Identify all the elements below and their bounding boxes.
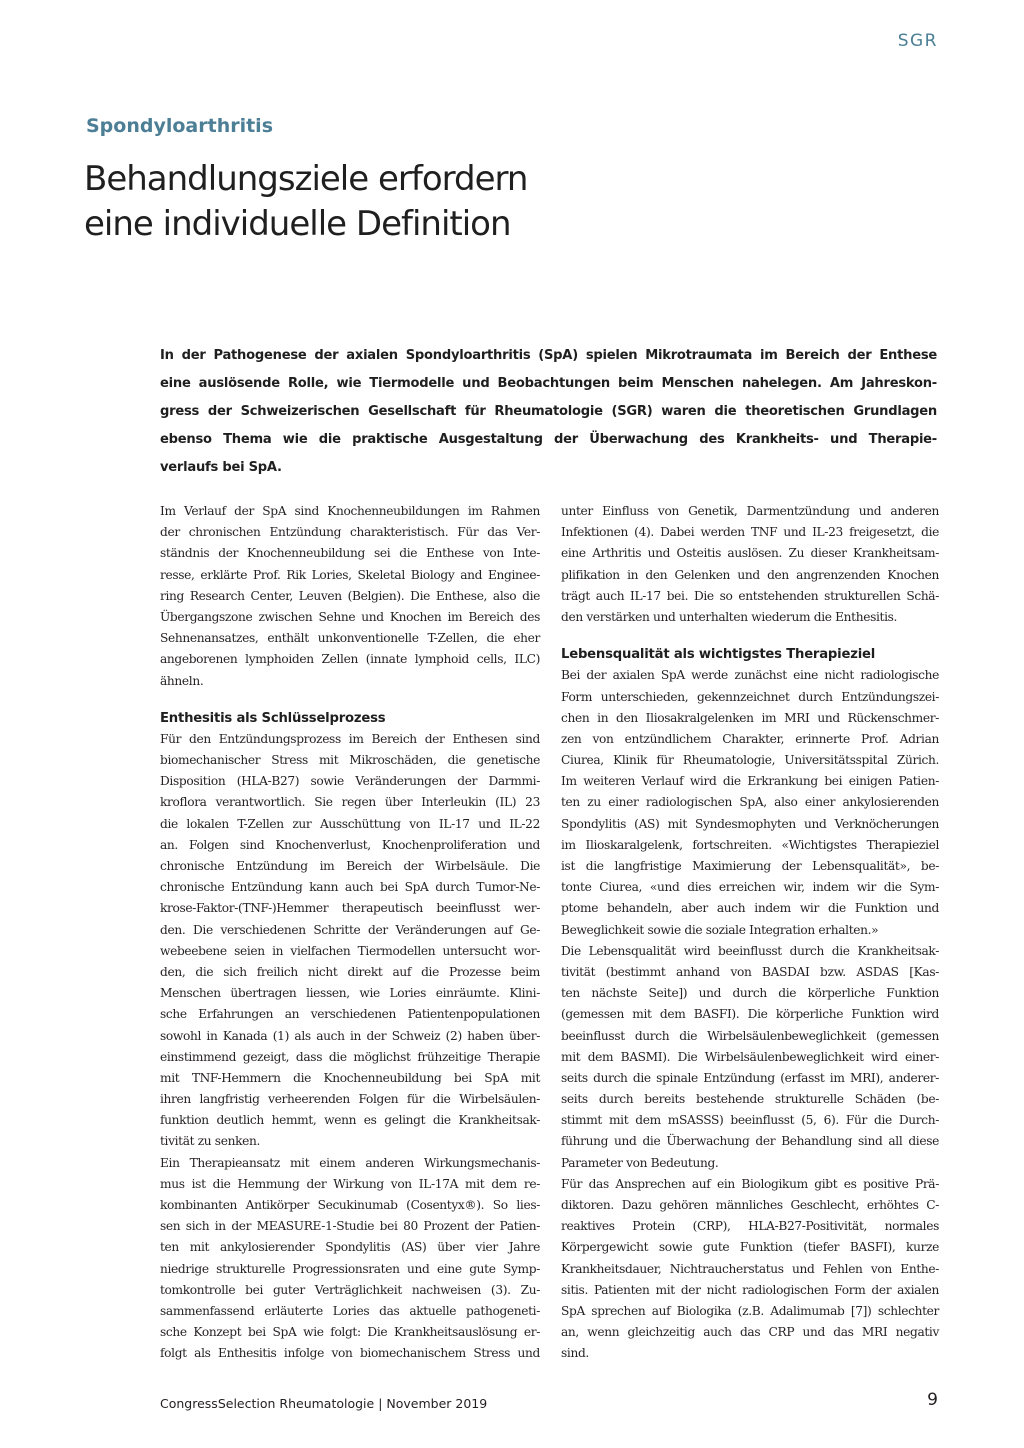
body-text-line: sche Erfahrungen an verschiedenen Patientenpopulationen [160,1007,540,1022]
body-text-line: ten mit ankylosierender Spondylitis (AS) über vier Jahre [160,1240,540,1255]
body-text-line: sen sich in der MEASURE-1-Studie bei 80 Prozent der Patien- [160,1219,540,1234]
lead-line: gress der Schweizerischen Gesellschaft für Rheumatologie (SGR) waren die theoretischen Grundlagen [160,404,937,419]
body-text-line: Die Lebensqualität wird beeinflusst durch die Krankheitsak- [561,943,939,958]
body-text-line: Für das Ansprechen auf ein Biologikum gibt es positive Prä- [561,1176,939,1191]
body-text-line: Im Verlauf der SpA sind Knochenneubildungen im Rahmen [160,504,540,518]
body-text-line: ten nächste Seite]) und durch die körperliche Funktion [561,986,939,1001]
body-text-line: Form unterschieden, gekennzeichnet durch Entzündungszei- [561,689,939,704]
body-text-line: ten zu einer radiologischen SpA, also einer ankylosierenden [561,795,939,810]
body-text-line: ptome behandeln, aber auch indem wir die Funktion und [561,901,939,916]
body-text-line: beeinflusst durch die Wirbelsäulenbeweglichkeit (gemessen [561,1028,939,1043]
body-text-line: webeebene seien in vielfachen Tiermodellen untersucht wor- [160,943,540,958]
body-text-line: mit dem BASMI). Die Wirbelsäulenbeweglichkeit wird einer- [561,1049,939,1064]
body-text-line: zen von entzündlichem Charakter, erinnerte Prof. Adrian [561,731,939,746]
body-text-line: Sehnenansatzes, enthält unkonventionelle T-Zellen, die eher [160,631,540,646]
body-text-line: Menschen übertragen liessen, wie Lories einräumte. Klini- [160,986,540,1001]
body-text-line: sind. [561,1346,589,1361]
body-text-line: chen in den Iliosakralgelenken im MRI und Rückenschmer- [561,710,939,725]
body-text-line: führung und die Überwachung der Behandlung sind all diese [561,1134,939,1149]
body-text-line: Ein Therapieansatz mit einem anderen Wirkungsmechanis- [160,1155,540,1170]
body-text-line: SpA sprechen auf Biologika (z.B. Adalimumab [7]) schlechter [561,1303,939,1318]
body-text-line: resse, erklärte Prof. Rik Lories, Skeletal Biology and Enginee- [160,567,540,582]
body-text-line: ist die langfristige Maximierung der Lebensqualität», be- [561,859,939,873]
left-column [160,501,540,1365]
body-text-line: chronische Entzündung kann auch bei SpA durch Tumor-Ne- [160,880,540,895]
body-text-line: tonte Ciurea, «und dies erreichen wir, indem wir die Sym- [561,880,939,895]
body-text-line: kombinanten Antikörper Secukinumab (Cosentyx®). So lies- [160,1198,540,1212]
body-text-line: einstimmend gezeigt, dass die möglichst frühzeitige Therapie [160,1049,540,1064]
body-text-line: krose-Faktor-(TNF-)Hemmer therapeutisch beeinflusst wer- [160,901,540,916]
lead-line: eine auslösende Rolle, wie Tiermodelle und Beobachtungen beim Menschen nahelegen. Am Jahreskon- [160,376,937,391]
body-text-line: sammenfassend erläuterte Lories das aktuelle pathogeneti- [160,1303,540,1318]
body-text-line: unter Einfluss von Genetik, Darmentzündung und anderen [561,504,939,518]
body-text-line: seits durch die spinale Entzündung (erfasst im MRI), anderer- [561,1070,939,1085]
body-text-line: den, die sich freilich nicht direkt auf die Prozesse beim [160,964,540,979]
body-text-line: biomechanischer Stress mit Mikroschäden, die genetische [160,753,540,768]
body-text-line: niedrige strukturelle Progressionsraten und eine gute Symp- [160,1261,540,1276]
section-heading: Lebensqualität als wichtigstes Therapieziel [561,647,876,663]
body-text-line: Bei der axialen SpA werde zunächst eine nicht radiologische [561,668,939,683]
article-kicker: Spondyloarthritis [86,115,274,137]
footer-publication: CongressSelection Rheumatologie | November 2019 [160,1396,488,1411]
body-text-line: funktion deutlich hemmt, wenn es gelingt die Krankheitsak- [160,1113,540,1128]
body-text-line: chronische Entzündung im Bereich der Wirbelsäule. Die [160,859,540,873]
body-text-line: die lokalen T-Zellen zur Ausschüttung von IL-17 und IL-22 [160,816,540,831]
title-line: eine individuelle Definition [84,204,511,244]
body-text-line: Beweglichkeit sowie die soziale Integration erhalten.» [561,922,879,937]
body-text-line: kroflora verantwortlich. Sie regen über Interleukin (IL) 23 [160,795,540,810]
body-text-line: angeborenen lymphoiden Zellen (innate lymphoid cells, ILC) [160,652,540,667]
body-text-line: ring Research Center, Leuven (Belgien). Die Enthese, also die [160,588,540,603]
section-heading: Enthesitis als Schlüsselprozess [160,710,386,726]
body-text-line: Parameter von Bedeutung. [561,1155,719,1170]
body-text-line: folgt als Enthesitis infolge von biomechanischem Stress und [160,1346,540,1361]
body-text-line: Im weiteren Verlauf wird die Erkrankung bei einigen Patien- [561,774,939,789]
body-text-line: den. Die verschiedenen Schritte der Veränderungen auf Ge- [160,922,540,937]
lead-line: In der Pathogenese der axialen Spondyloarthritis (SpA) spielen Mikrotraumata im Bereich der Enthese [160,348,937,363]
page-number: 9 [927,1390,938,1410]
body-text-line: sowohl in Kanada (1) als auch in der Schweiz (2) haben über- [160,1028,540,1043]
title-line: Behandlungsziele erfordern [84,159,528,199]
body-text-line: sche Konzept bei SpA wie folgt: Die Krankheitsauslösung er- [160,1325,540,1340]
body-text-line: (gemessen mit dem BASFI). Die körperliche Funktion wird [561,1007,939,1022]
body-text-line: Für den Entzündungsprozess im Bereich der Enthesen sind [160,731,540,746]
lead-paragraph [160,342,937,482]
body-text-line: eine Arthritis und Osteitis auslösen. Zu dieser Krankheitsam- [561,546,939,561]
body-text-line: seits durch bereits bestehende strukturelle Schäden (be- [561,1092,939,1107]
body-text-line: Ciurea, Klinik für Rheumatologie, Universitätsspital Zürich. [561,753,939,768]
body-text-line: tomkontrolle bei guter Verträglichkeit nachweisen (3). Zu- [160,1282,540,1297]
body-text-line: den verstärken und unterhalten wiederum die Enthesitis. [561,609,898,624]
body-text-line: mit TNF-Hemmern die Knochenneubildung bei SpA mit [160,1070,540,1085]
body-text-line: ähneln. [160,673,204,688]
body-text-line: Körpergewicht sowie gute Funktion (tiefer BASFI), kurze [561,1240,939,1255]
body-text-line: Infektionen (4). Dabei werden TNF und IL-23 freigesetzt, die [561,525,939,540]
paragraph-gap [160,692,540,708]
body-text-line: an, wenn gleichzeitig auch das CRP und das MRI negativ [561,1325,939,1340]
body-text-line: im Ilioskaralgelenk, fortschreiten. «Wichtigstes Therapieziel [561,837,939,852]
body-text-line: Krankheitsdauer, Nichtraucherstatus und Fehlen von Enthe- [561,1261,939,1276]
body-text-line: der chronischen Entzündung charakteristisch. Für das Ver- [160,525,540,540]
body-text-line: diktoren. Dazu gehören männliches Geschlecht, erhöhtes C- [561,1198,939,1212]
body-text-line: an. Folgen sind Knochenverlust, Knochenproliferation und [160,837,540,852]
lead-line: verlaufs bei SpA. [160,460,282,475]
body-text-line: reaktives Protein (CRP), HLA-B27-Positivität, normales [561,1219,939,1234]
body-text-line: plifikation in den Gelenken und den angrenzenden Knochen [561,567,939,582]
section-tag: SGR [897,31,938,51]
body-text-line: mus ist die Hemmung der Wirkung von IL-17A mit dem re- [160,1176,540,1191]
body-text-line: Disposition (HLA-B27) sowie Veränderungen der Darmmi- [160,774,540,789]
body-text-line: tivität zu senken. [160,1134,260,1149]
body-text-line: trägt auch IL-17 bei. Die so entstehenden strukturellen Schä- [561,588,939,603]
body-text-line: Spondylitis (AS) mit Syndesmophyten und Verknöcherungen [561,816,939,831]
lead-line: ebenso Thema wie die praktische Ausgestaltung der Überwachung des Krankheits- und Therapie- [160,432,937,447]
paragraph-gap [561,628,939,644]
body-text-line: sitis. Patienten mit der nicht radiologischen Form der axialen [561,1282,939,1297]
body-text-line: tivität (bestimmt anhand von BASDAI bzw. ASDAS [Kas- [561,964,939,979]
right-column [561,501,939,1365]
body-text-line: stimmt mit dem mSASSS) beeinflusst (5, 6). Für die Durch- [561,1113,939,1128]
body-text-line: ständnis der Knochenneubildung sei die Enthese von Inte- [160,546,540,561]
article-title [84,157,764,247]
body-text-line: Übergangszone zwischen Sehne und Knochen im Bereich des [160,609,540,624]
body-text-line: ihren langfristig verheerenden Folgen für die Wirbelsäulen- [160,1092,540,1107]
